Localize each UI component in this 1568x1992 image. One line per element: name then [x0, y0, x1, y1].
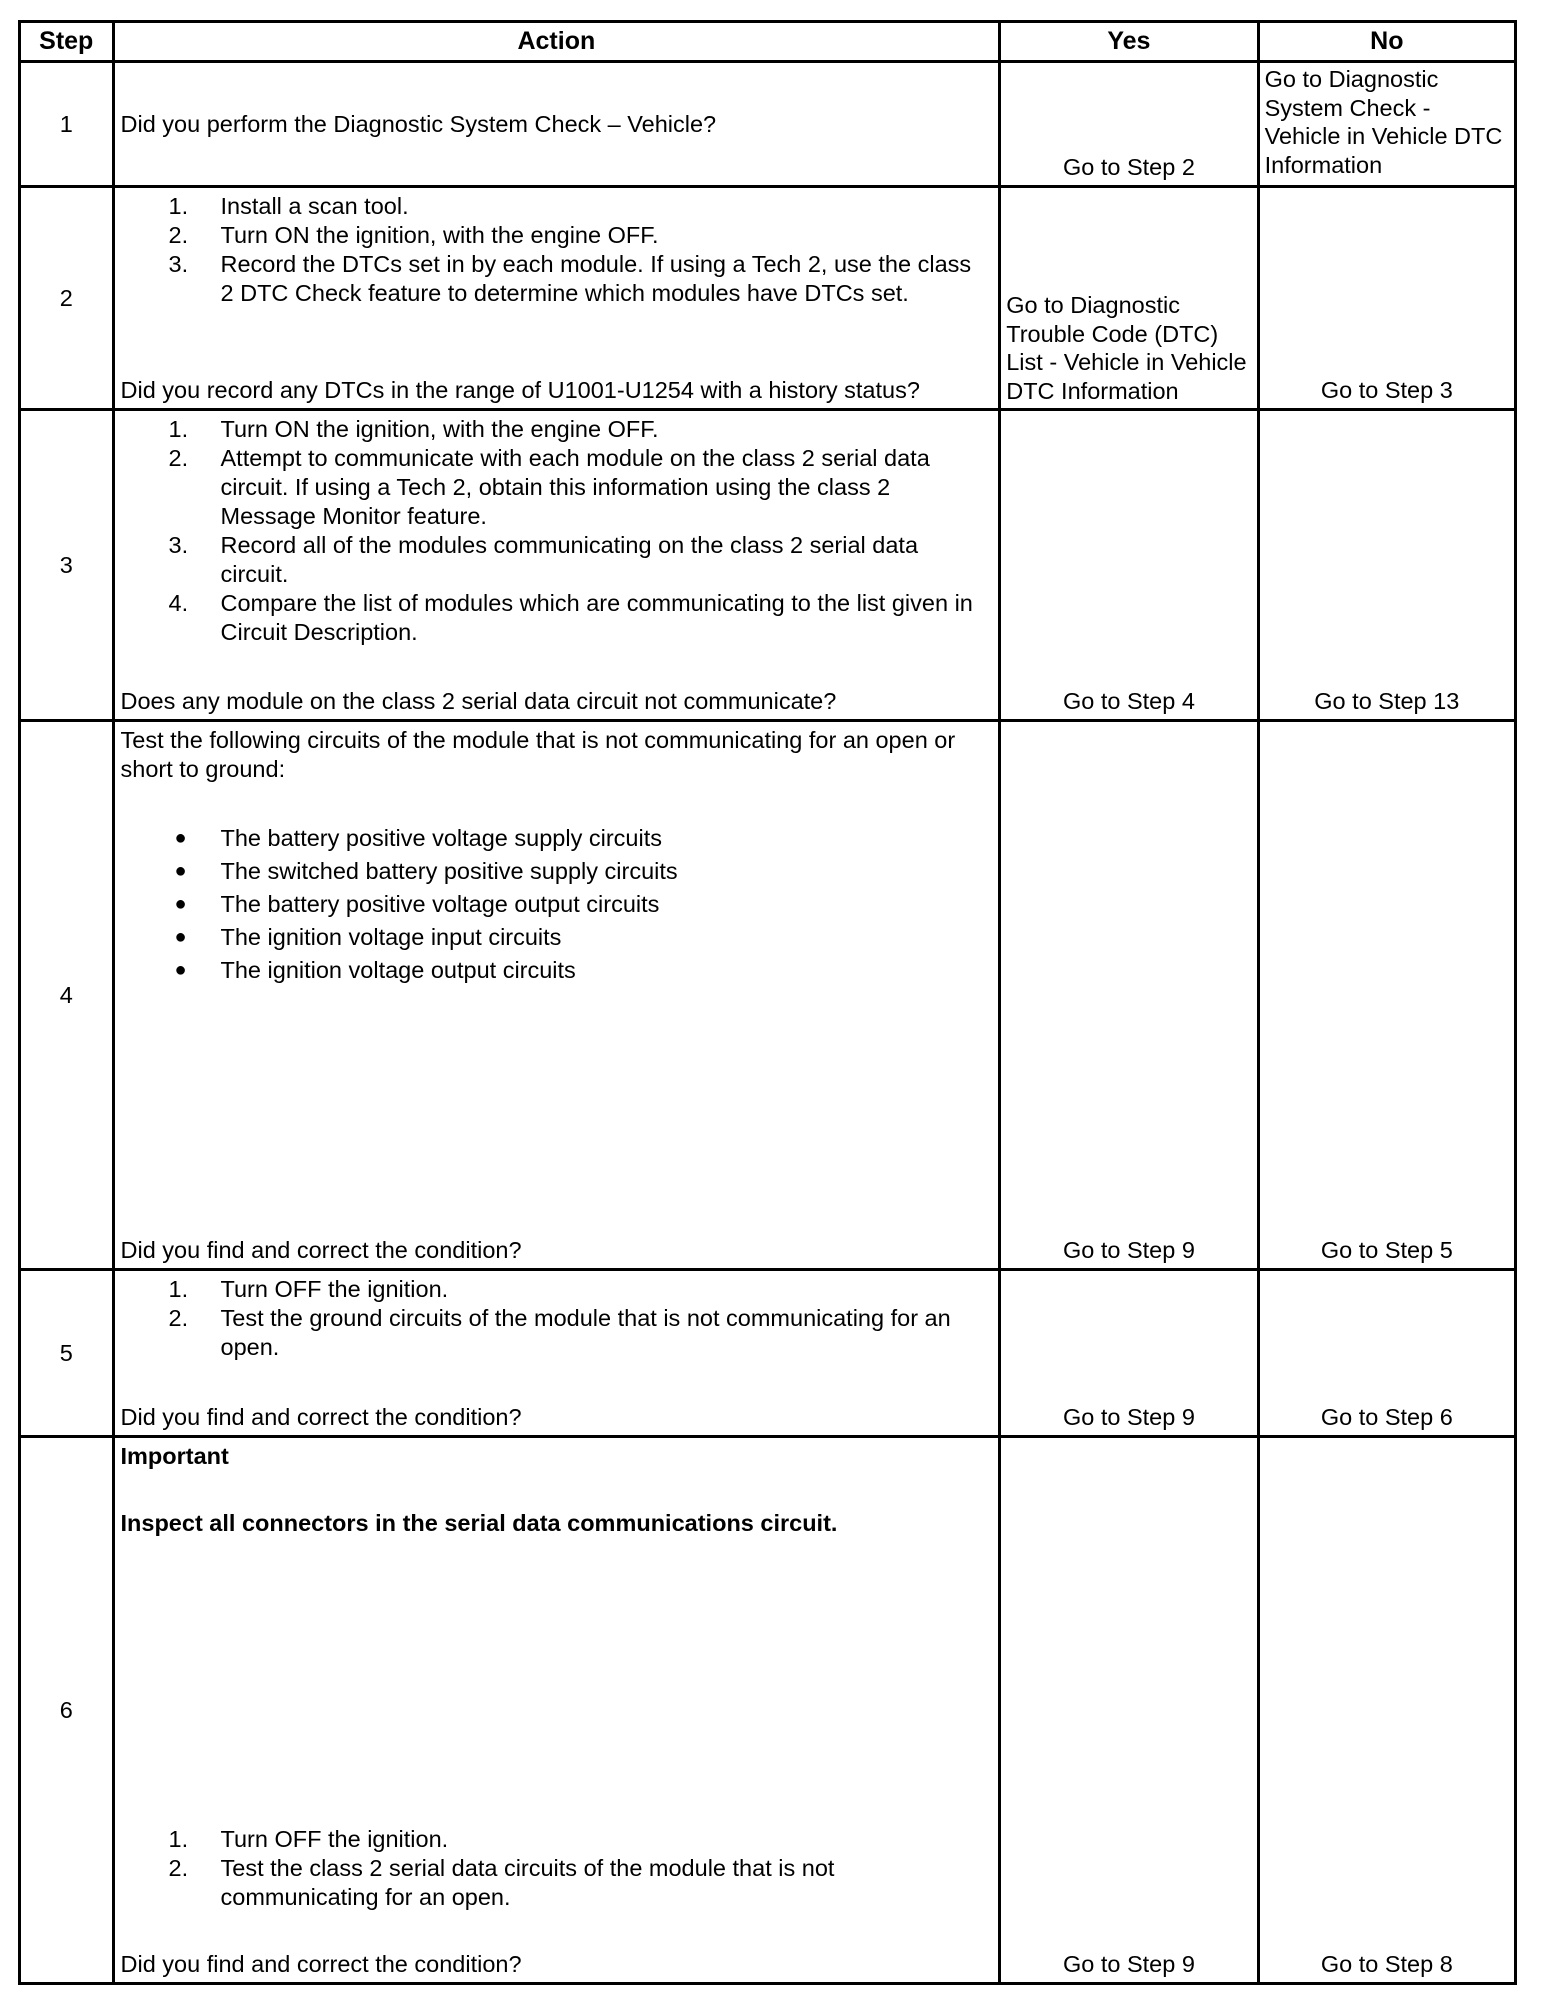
action-question: Did you find and correct the condition? [120, 1951, 522, 1977]
action-cell [113, 410, 1000, 721]
step-number: 1 [20, 62, 114, 187]
table-row [20, 1270, 1516, 1437]
yes-result: Go to Step 9 [1000, 1437, 1258, 1984]
action-step-item: 1. Install a scan tool. [168, 193, 409, 219]
action-cell [113, 1437, 1000, 1984]
action-step-item: 2. Turn ON the ignition, with the engine OFF. [168, 222, 659, 248]
list-item: ● The ignition voltage input circuits [174, 924, 562, 950]
action-question: Did you record any DTCs in the range of U1001-U1254 with a history status? [120, 377, 920, 403]
action-step-item: 1. Turn ON the ignition, with the engine OFF. [168, 416, 659, 442]
action-intro: Test the following circuits of the module that is not communicating for an open or short to ground: [120, 727, 956, 782]
action-cell [113, 1270, 1000, 1437]
action-steps [121, 1825, 991, 1912]
table-row [20, 410, 1516, 721]
action-step-item: 2. Attempt to communicate with each module on the class 2 serial data circuit. If using a Tech 2, obtain this information using the class 2 Message Monitor feature. [168, 445, 930, 529]
action-step-item: 1. Turn OFF the ignition. [168, 1276, 449, 1302]
action-step-item: 4. Compare the list of modules which are communicating to the list given in Circuit Description. [168, 590, 973, 645]
no-result: Go to Step 6 [1258, 1270, 1515, 1437]
step-number: 5 [20, 1270, 114, 1437]
action-step-item: 3. Record all of the modules communicating on the class 2 serial data circuit. [168, 532, 919, 587]
no-result: Go to Step 13 [1258, 410, 1515, 721]
no-result: Go to Step 8 [1258, 1437, 1515, 1984]
header-no: No [1258, 22, 1515, 62]
step-number: 6 [20, 1437, 114, 1984]
circuit-list [121, 822, 991, 987]
header-row [20, 22, 1516, 62]
list-item: ● The ignition voltage output circuits [174, 957, 576, 983]
important-text: Inspect all connectors in the serial data communications circuit. [120, 1510, 838, 1536]
no-result: Go to Step 3 [1258, 187, 1515, 410]
step-number: 3 [20, 410, 114, 721]
action-steps [121, 1275, 991, 1362]
table-row [20, 187, 1516, 410]
yes-result: Go to Step 9 [1000, 1270, 1258, 1437]
header-action: Action [113, 22, 1000, 62]
important-label: Important [120, 1443, 229, 1469]
table-row [20, 62, 1516, 187]
action-step-item: 2. Test the ground circuits of the module that is not communicating for an open. [168, 1305, 951, 1360]
action-step-item: 2. Test the class 2 serial data circuits of the module that is not communicating for an open. [168, 1855, 835, 1910]
action-cell [113, 187, 1000, 410]
action-question: Did you perform the Diagnostic System Check – Vehicle? [113, 62, 1000, 187]
action-steps [121, 415, 991, 647]
action-question: Did you find and correct the condition? [120, 1237, 522, 1263]
list-item: ● The switched battery positive supply circuits [174, 858, 678, 884]
table-row [20, 721, 1516, 1270]
step-number: 2 [20, 187, 114, 410]
action-step-item: 3. Record the DTCs set in by each module. If using a Tech 2, use the class 2 DTC Check feature to determine which modules have DTCs set. [168, 251, 972, 306]
yes-result: Go to Step 9 [1000, 721, 1258, 1270]
no-result: Go to Diagnostic System Check - Vehicle in Vehicle DTC Information [1258, 62, 1515, 187]
table-row [20, 1437, 1516, 1984]
list-item: ● The battery positive voltage output circuits [174, 891, 660, 917]
step-number: 4 [20, 721, 114, 1270]
diagnostic-table [18, 20, 1517, 1985]
action-question: Does any module on the class 2 serial data circuit not communicate? [120, 688, 837, 714]
no-result: Go to Step 5 [1258, 721, 1515, 1270]
yes-result: Go to Step 4 [1000, 410, 1258, 721]
header-step: Step [20, 22, 114, 62]
yes-result: Go to Diagnostic Trouble Code (DTC) List - Vehicle in Vehicle DTC Information [1000, 187, 1258, 410]
list-item: ● The battery positive voltage supply circuits [174, 825, 662, 851]
yes-result: Go to Step 2 [1000, 62, 1258, 187]
action-step-item: 1. Turn OFF the ignition. [168, 1826, 449, 1852]
action-cell [113, 721, 1000, 1270]
header-yes: Yes [1000, 22, 1258, 62]
action-question: Did you find and correct the condition? [120, 1404, 522, 1430]
action-steps [121, 192, 991, 308]
